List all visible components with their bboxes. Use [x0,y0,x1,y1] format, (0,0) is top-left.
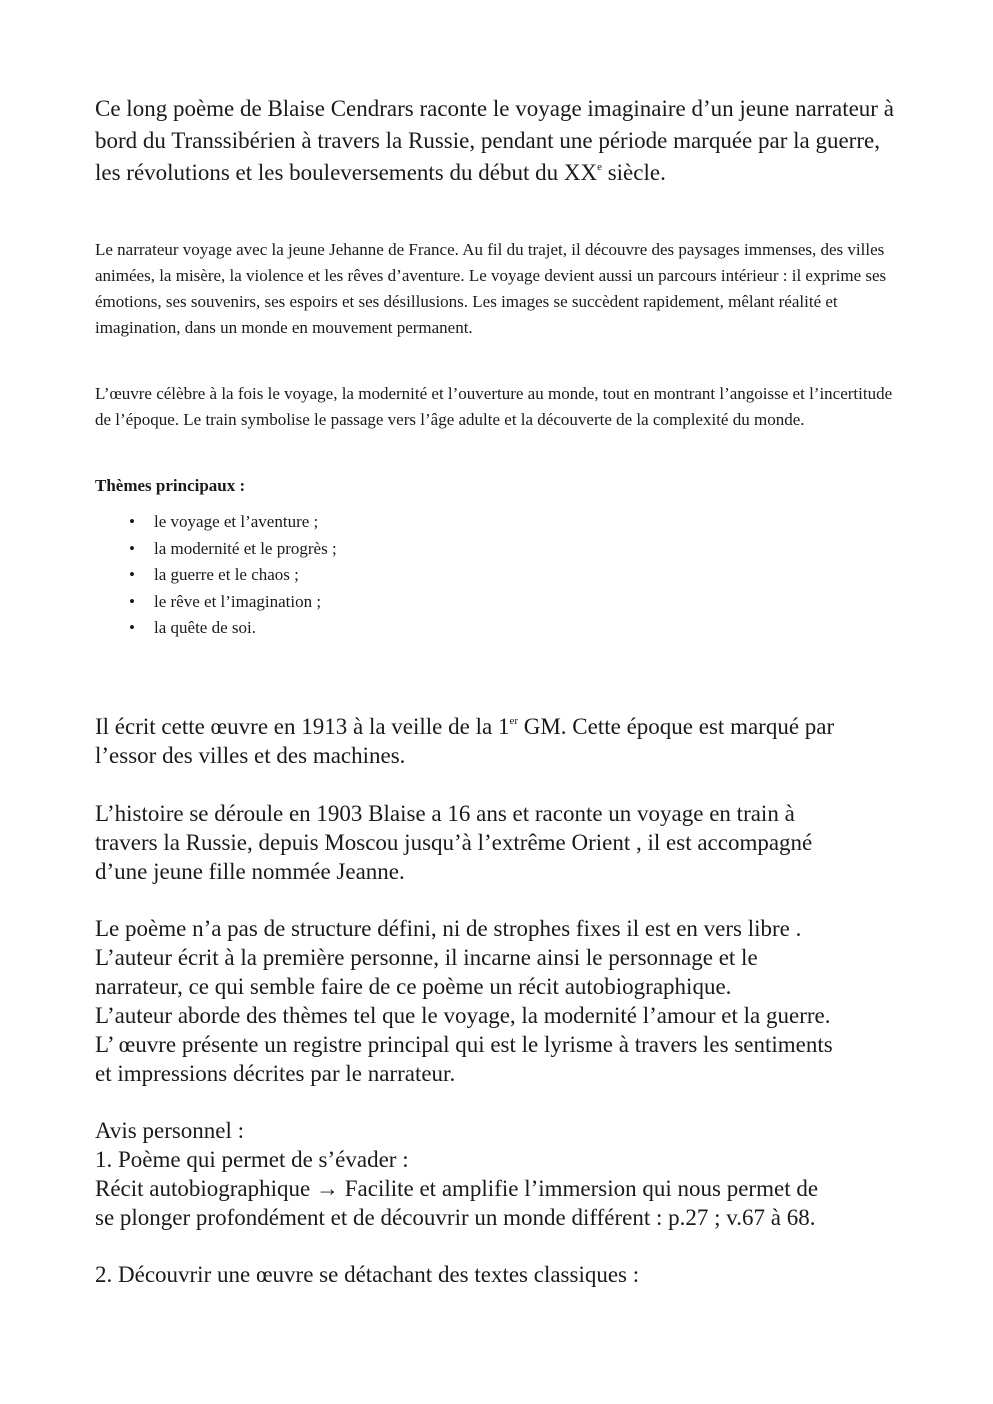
summary-paragraph: Le narrateur voyage avec la jeune Jehanne de France. Au fil du trajet, il découvre des paysages immenses, des villes animées, la misère, la violence et les rêves d’aventure. Le voyage devient aussi un parcours intérieur : il exprime ses émotions, ses souvenirs, ses espoirs et ses désillusions. Les images se succèdent rapidement, mêlant réalité et imagination, dans un monde en mouvement permanent. [95,240,887,337]
intro-superscript: e [597,161,602,173]
context-superscript: er [509,715,518,727]
avis-section [95,1116,905,1232]
bullet-icon: • [129,538,135,558]
context-paragraph [95,712,905,770]
avis-heading: Avis personnel : [95,1118,245,1143]
structure-line: Le poème n’a pas de structure défini, ni de strophes fixes il est en vers libre . [95,916,802,941]
list-item [129,589,337,616]
oeuvre-paragraph: L’œuvre célèbre à la fois le voyage, la modernité et l’ouverture au monde, tout en montrant l’angoisse et l’incertitude de l’époque. Le train symbolise le passage vers l’âge adulte et la découverte de la complexité du monde. [95,384,893,429]
structure-paragraph [95,914,905,1088]
avis-line: Récit autobiographique → Facilite et amplifie l’immersion qui nous permet de [95,1176,819,1201]
list-item [129,536,337,563]
story-line: L’histoire se déroule en 1903 Blaise a 16 ans et raconte un voyage en train à [95,801,795,826]
list-item-text: la quête de soi. [154,618,256,637]
list-item [129,562,337,589]
intro-text-end: siècle. [601,160,666,185]
avis-point-1: 1. Poème qui permet de s’évader : [95,1147,409,1172]
avis-line: se plonger profondément et de découvrir un monde différent : p.27 ; v.67 à 68. [95,1205,816,1230]
context-text: Il écrit cette œuvre en 1913 à la veille de la 1 [95,714,510,739]
bullet-icon: • [129,512,135,531]
list-item [129,509,337,536]
structure-line: L’ œuvre présente un registre principal qui est le lyrisme à travers les sentiments [95,1032,833,1057]
context-text-end: GM. Cette époque est marqué par [518,714,835,739]
structure-line: L’auteur écrit à la première personne, il incarne ainsi le personnage et le [95,945,758,970]
bullet-icon: • [129,565,135,584]
bullet-icon: • [129,618,135,637]
list-item-text: le voyage et l’aventure ; [154,512,319,531]
list-item-text: la guerre et le chaos ; [154,565,299,584]
context-line-1 [95,712,905,741]
structure-line: narrateur, ce qui semble faire de ce poème un récit autobiographique. [95,974,732,999]
themes-list [129,509,337,642]
list-item-text: la modernité et le progrès ; [154,538,337,558]
structure-line: et impressions décrites par le narrateur. [95,1061,456,1086]
avis-point-2: 2. Découvrir une œuvre se détachant des textes classiques : [95,1262,640,1287]
bullet-icon: • [129,591,135,611]
intro-text: Ce long poème de Blaise Cendrars raconte le voyage imaginaire d’un jeune narrateur à bord du Transsibérien à travers la Russie, pendant une période marquée par la guerre, les révolutions et les bouleversements du début du XX [95,96,894,185]
context-line-2: l’essor des villes et des machines. [95,743,406,768]
story-line: travers la Russie, depuis Moscou jusqu’à l’extrême Orient , il est accompagné [95,830,813,855]
list-item [129,615,337,642]
structure-line: L’auteur aborde des thèmes tel que le voyage, la modernité l’amour et la guerre. [95,1003,831,1028]
story-line: d’une jeune fille nommée Jeanne. [95,859,405,884]
list-item-text: le rêve et l’imagination ; [154,591,322,611]
intro-paragraph [95,93,905,189]
story-paragraph [95,799,905,886]
themes-heading: Thèmes principaux : [95,476,246,495]
